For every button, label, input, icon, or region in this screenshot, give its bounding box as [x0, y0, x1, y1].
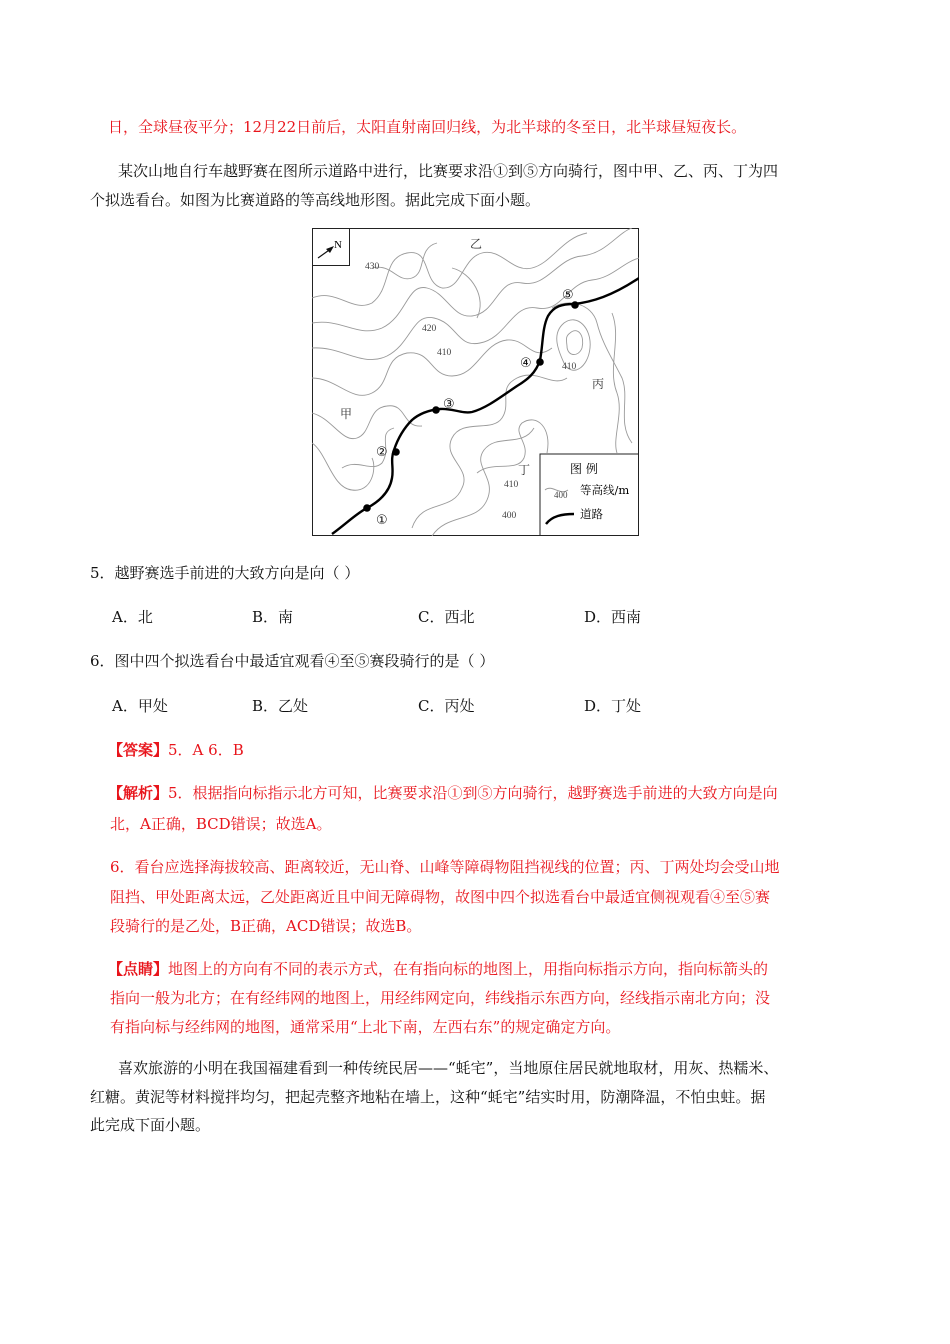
point-2-label: ② — [376, 445, 388, 460]
intro-line: 日，全球昼夜平分；12月22日前后，太阳直射南回归线，为北半球的冬至日，北半球昼短夜长。 — [108, 118, 747, 136]
tip-text-1: 地图上的方向有不同的表示方式，在有指向标的地图上，用指向标指示方向，指向标箭头的 — [168, 960, 769, 978]
stem2-line2: 红糖。黄泥等材料搅拌均匀，把起壳整齐地粘在墙上，这种“蚝宅”结实时用，防潮降温，不怕虫蛀。据 — [90, 1088, 766, 1106]
analysis-text-1: 5．根据指向标指示北方可知，比赛要求沿①到⑤方向骑行，越野赛选手前进的大致方向是向 — [168, 784, 778, 802]
tip-line2: 指向一般为北方；在有经纬网的地图上，用经纬网定向，纬线指示东西方向，经线指示南北方向；没 — [110, 989, 771, 1007]
legend-contour-value: 400 — [554, 490, 568, 500]
contour-label-410c: 410 — [504, 480, 519, 490]
point-1-dot — [363, 504, 371, 512]
point-3-dot — [432, 406, 440, 414]
tip-line3: 有指向标与经纬网的地图，通常采用“上北下南，左西右东”的规定确定方向。 — [110, 1018, 621, 1036]
q5-text: 5．越野赛选手前进的大致方向是向（ ） — [90, 564, 360, 582]
q5-option-a[interactable]: A．北 — [112, 608, 153, 626]
contour-label-400a: 400 — [502, 511, 517, 521]
north-arrow — [313, 229, 350, 266]
q6-option-d[interactable]: D．丁处 — [584, 697, 642, 715]
label-yi: 乙 — [470, 237, 483, 251]
q6-text: 6．图中四个拟选看台中最适宜观看④至⑤赛段骑行的是（ ） — [90, 652, 495, 670]
tip-tag: 【点睛】 — [108, 960, 169, 978]
analysis-line1 — [108, 782, 778, 803]
label-bing: 丙 — [592, 377, 605, 391]
answer-text: 5．A 6．B — [168, 741, 244, 759]
contour-map — [312, 228, 639, 536]
analysis-tag: 【解析】 — [108, 784, 169, 802]
contour-label-420: 420 — [422, 324, 437, 334]
answer-tag: 【答案】 — [108, 741, 169, 759]
point-1-label: ① — [376, 513, 388, 528]
q5-option-b[interactable]: B．南 — [252, 608, 294, 626]
point-4-dot — [536, 358, 544, 366]
point-3-label: ③ — [443, 397, 455, 412]
contour-label-410b: 410 — [562, 362, 577, 372]
point-5-label: ⑤ — [562, 288, 574, 303]
q5-option-d[interactable]: D．西南 — [584, 608, 642, 626]
legend-road-label: 道路 — [580, 507, 603, 521]
tip-line1 — [108, 958, 768, 979]
north-label: N — [334, 239, 342, 251]
q5-option-c[interactable]: C．西北 — [418, 608, 475, 626]
q6-option-c[interactable]: C．丙处 — [418, 697, 475, 715]
stem1-line2: 个拟选看台。如图为比赛道路的等高线地形图。据此完成下面小题。 — [90, 191, 541, 209]
label-ding: 丁 — [518, 463, 531, 477]
analysis-line5: 段骑行的是乙处，B正确，ACD错误；故选B。 — [110, 917, 422, 935]
legend-contour-label: 等高线/m — [580, 483, 630, 497]
q6-option-b[interactable]: B．乙处 — [252, 697, 309, 715]
map-legend — [540, 454, 639, 536]
point-2-dot — [392, 448, 400, 456]
contour-label-410a: 410 — [437, 348, 452, 358]
label-jia: 甲 — [340, 407, 353, 421]
analysis-line3: 6．看台应选择海拔较高、距离较近，无山脊、山峰等障碍物阻挡视线的位置；丙、丁两处均会受山地 — [110, 858, 780, 876]
analysis-line2: 北，A正确，BCD错误；故选A。 — [110, 815, 332, 833]
stem2-line3: 此完成下面小题。 — [90, 1116, 211, 1134]
analysis-line4: 阻挡、甲处距离太远，乙处距离近且中间无障碍物，故图中四个拟选看台中最适宜侧视观看④至⑤赛 — [110, 888, 771, 906]
point-4-label: ④ — [520, 356, 532, 371]
contour-label-430: 430 — [365, 262, 380, 272]
stem2-line1: 喜欢旅游的小明在我国福建看到一种传统民居——“蚝宅”，当地原住居民就地取材，用灰、热糯米、 — [118, 1059, 779, 1077]
stem1-line1: 某次山地自行车越野赛在图所示道路中进行，比赛要求沿①到⑤方向骑行，图中甲、乙、丙、丁为四 — [118, 162, 779, 180]
legend-title: 图 例 — [570, 462, 598, 476]
answer-line — [108, 739, 244, 760]
q6-option-a[interactable]: A．甲处 — [112, 697, 168, 715]
